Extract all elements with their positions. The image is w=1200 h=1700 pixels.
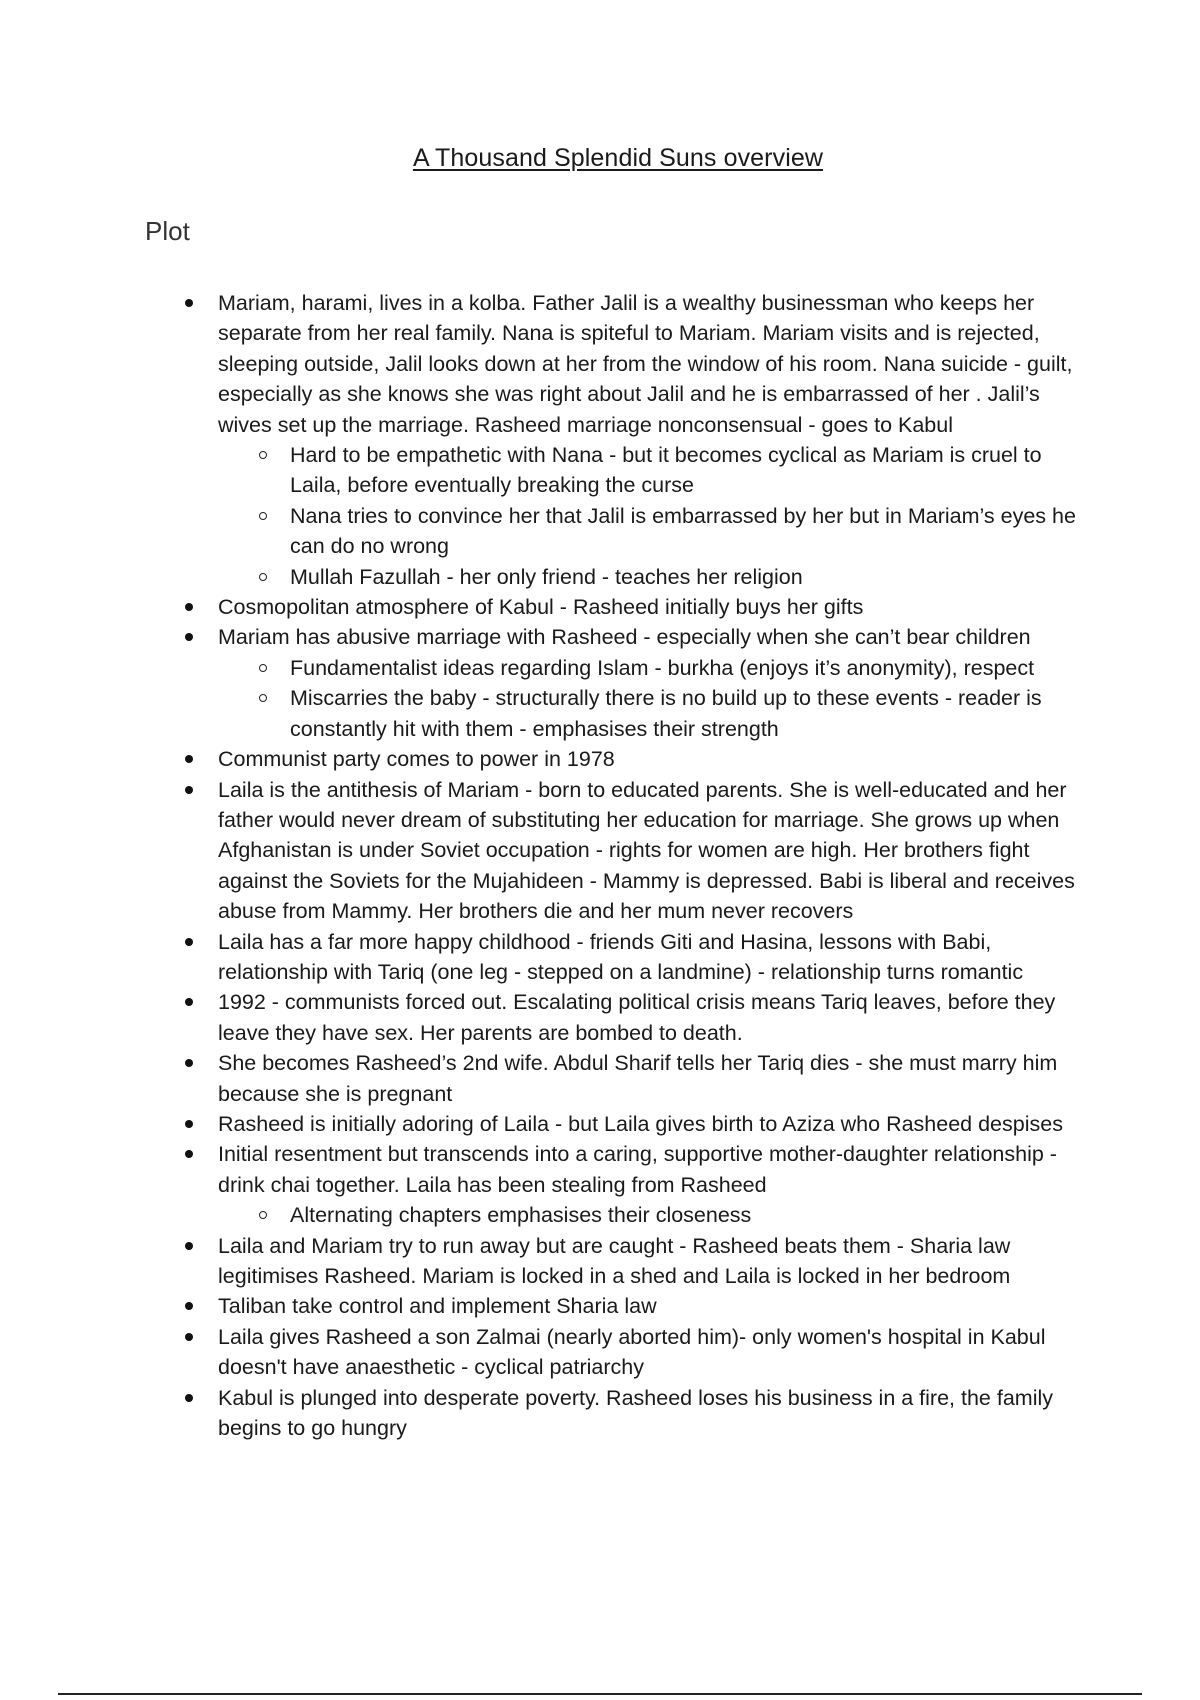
list-item-text: Laila gives Rasheed a son Zalmai (nearly aborted him)- only women's hospital in Kabul doesn't have anaesthetic - cyclical patriarchy — [218, 1324, 1046, 1380]
section-heading-plot: Plot — [145, 216, 190, 246]
list-item-text: Alternating chapters emphasises their closeness — [290, 1203, 752, 1228]
filled-bullet-icon — [185, 1333, 193, 1341]
list-item-text: Laila is the antithesis of Mariam - born to educated parents. She is well-educated and her father would never dream of substituting her education for marriage. She grows up when Afghanistan is under Soviet occupation - rights for women are high. Her brothers fight against the Soviets for the Mujahideen - Mammy is depressed. Babi is liberal and receives abuse from Mammy. Her brothers die and her mum never recovers — [218, 777, 1075, 924]
list-item — [218, 592, 1098, 622]
sub-list-item — [290, 683, 1098, 744]
list-item — [218, 987, 1098, 1048]
list-item-text: Laila has a far more happy childhood - friends Giti and Hasina, lessons with Babi, relationship with Tariq (one leg - stepped on a landmine) - relationship turns romantic — [218, 929, 1024, 984]
hollow-bullet-icon — [259, 512, 267, 520]
plot-bullet-list — [218, 288, 1098, 1443]
list-item — [218, 1322, 1098, 1383]
filled-bullet-icon — [185, 603, 193, 611]
list-item-text: Miscarries the baby - structurally there is no build up to these events - reader is constantly hit with them - emphasises their strength — [290, 686, 1042, 741]
sub-list-item — [290, 1200, 1098, 1230]
filled-bullet-icon — [185, 1150, 193, 1158]
filled-bullet-icon — [185, 998, 193, 1006]
list-item-text: Mullah Fazullah - her only friend - teaches her religion — [290, 564, 803, 589]
sub-list-item — [290, 562, 1098, 592]
list-item-text: Hard to be empathetic with Nana - but it becomes cyclical as Mariam is cruel to Laila, before eventually breaking the curse — [290, 443, 1042, 498]
filled-bullet-icon — [185, 1059, 193, 1067]
list-item — [218, 775, 1098, 927]
filled-bullet-icon — [185, 299, 193, 307]
filled-bullet-icon — [185, 1242, 193, 1250]
list-item-text: Initial resentment but transcends into a caring, supportive mother-daughter relationship - drink chai together. Laila has been stealing from Rasheed — [218, 1142, 1057, 1197]
hollow-bullet-icon — [259, 694, 267, 702]
list-item — [218, 1109, 1098, 1139]
hollow-bullet-icon — [259, 664, 267, 672]
list-item-text: Nana tries to convince her that Jalil is embarrassed by her but in Mariam’s eyes he can do no wrong — [290, 503, 1076, 559]
list-item-text: 1992 - communists forced out. Escalating political crisis means Tariq leaves, before they leave they have sex. Her parents are bombed to death. — [218, 990, 1056, 1045]
list-item — [218, 622, 1098, 652]
list-item-text: She becomes Rasheed’s 2nd wife. Abdul Sharif tells her Tariq dies - she must marry him because she is pregnant — [218, 1051, 1058, 1106]
list-item-text: Fundamentalist ideas regarding Islam - burkha (enjoys it’s anonymity), respect — [290, 655, 1035, 680]
list-item — [218, 1291, 1098, 1321]
filled-bullet-icon — [185, 786, 193, 794]
hollow-bullet-icon — [259, 573, 267, 581]
list-item — [218, 1231, 1098, 1292]
list-item-text: Rasheed is initially adoring of Laila - but Laila gives birth to Aziza who Rasheed despises — [218, 1111, 1063, 1136]
list-item-text: Laila and Mariam try to run away but are caught - Rasheed beats them - Sharia law legitimises Rasheed. Mariam is locked in a shed and Laila is locked in her bedroom — [218, 1233, 1011, 1288]
filled-bullet-icon — [185, 1120, 193, 1128]
list-item-text: Mariam has abusive marriage with Rasheed - especially when she can’t bear children — [218, 625, 1031, 650]
list-item-text: Kabul is plunged into desperate poverty. Rasheed loses his business in a fire, the family begins to go hungry — [218, 1385, 1053, 1441]
list-item — [218, 288, 1098, 440]
list-item — [218, 744, 1098, 774]
list-item-text: Communist party comes to power in 1978 — [218, 747, 615, 772]
filled-bullet-icon — [185, 938, 193, 946]
page-bottom-rule — [58, 1693, 1142, 1695]
list-item-text: Taliban take control and implement Sharia law — [218, 1294, 657, 1319]
list-item-text: Mariam, harami, lives in a kolba. Father Jalil is a wealthy businessman who keeps her separate from her real family. Nana is spiteful to Mariam. Mariam visits and is rejected, sleeping outside, Jalil looks down at her from the window of his room. Nana suicide - guilt, especially as she knows she was right about Jalil and he is embarrassed of her . Jalil’s wives set up the marriage. Rasheed marriage nonconsensual - goes to Kabul — [218, 291, 1073, 437]
list-item-text: Cosmopolitan atmosphere of Kabul - Rasheed initially buys her gifts — [218, 595, 864, 620]
filled-bullet-icon — [185, 633, 193, 641]
hollow-bullet-icon — [259, 1211, 267, 1219]
sub-list-item — [290, 653, 1098, 683]
list-item — [218, 927, 1098, 988]
filled-bullet-icon — [185, 1394, 193, 1402]
document-title: A Thousand Splendid Suns overview — [412, 144, 824, 172]
list-item — [218, 1383, 1098, 1444]
sub-list-item — [290, 440, 1098, 501]
sub-list-item — [290, 501, 1098, 562]
filled-bullet-icon — [185, 755, 193, 763]
list-item — [218, 1139, 1098, 1200]
filled-bullet-icon — [185, 1302, 193, 1310]
list-item — [218, 1048, 1098, 1109]
hollow-bullet-icon — [259, 451, 267, 459]
